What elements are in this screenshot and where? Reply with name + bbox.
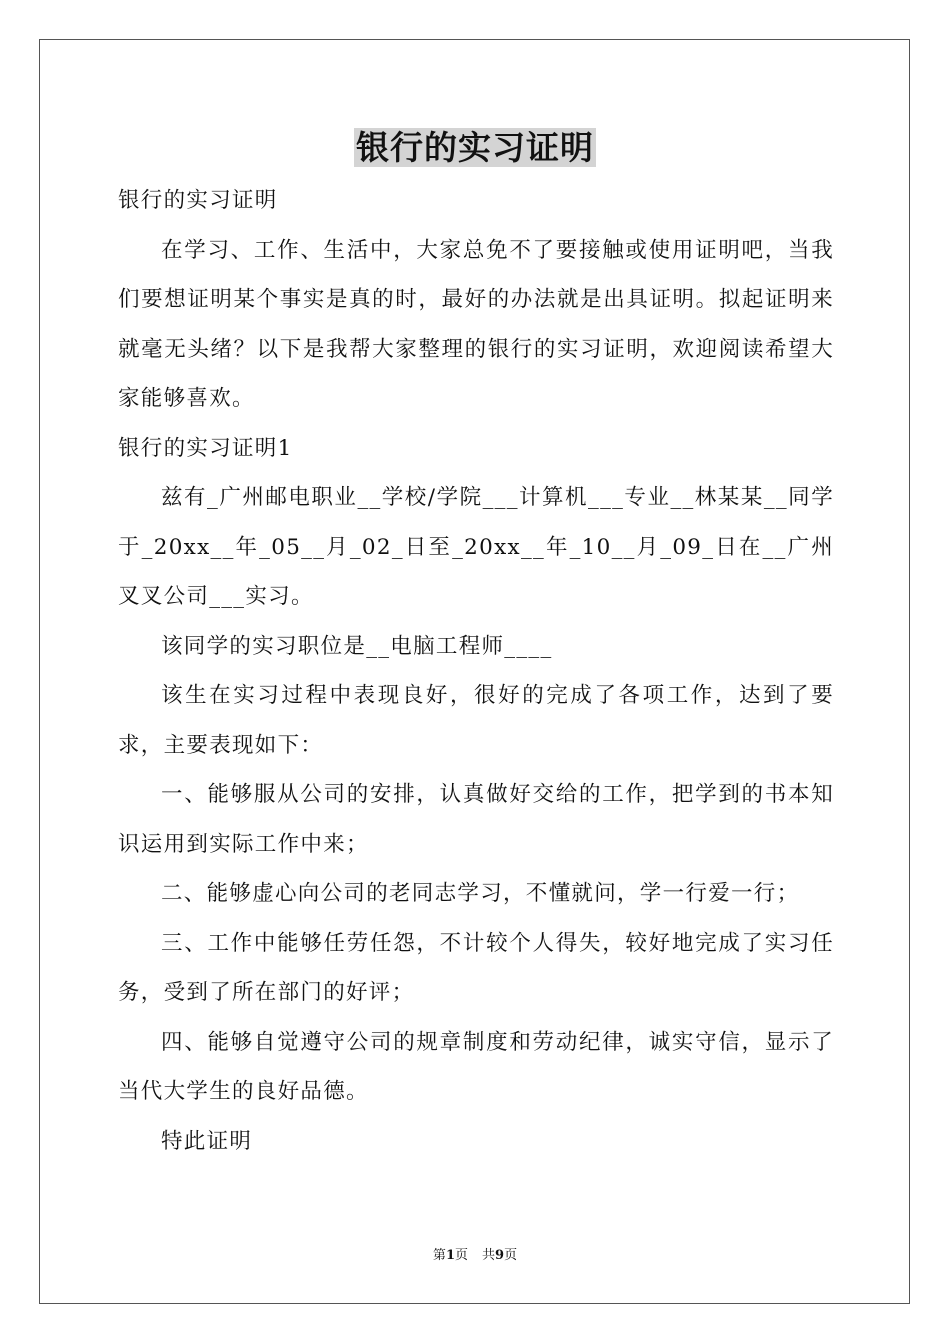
paragraph: 银行的实习证明 [118,188,278,213]
page-number: 1 [445,1248,455,1263]
page-footer [0,1246,950,1266]
paragraph: 二、能够虚心向公司的老同志学习，不懂就问，学一行爱一行； [161,881,800,906]
total-prefix: 共 [482,1248,496,1263]
document-title-text: 银行的实习证明 [356,128,594,167]
paragraph: 特此证明 [161,1128,253,1154]
paragraph: 三、工作中能够任劳任怨，不计较个人得失，较好地完成了实习任务，受到了所在部门的好评； [118,930,834,1005]
page-prefix: 第 [432,1248,446,1263]
paragraph: 该生在实习过程中表现良好，很好的完成了各项工作，达到了要求，主要表现如下： [118,683,834,758]
paragraph: 在学习、工作、生活中，大家总免不了要接触或使用证明吧，当我们要想证明某个事实是真的时，最好的办法就是出具证明。拟起证明来就毫无头绪？以下是我帮大家整理的银行的实习证明，欢迎阅读希望大家能够喜欢。 [118,237,834,411]
page-suffix: 页 [454,1248,468,1263]
document-title [0,124,950,172]
document-body [118,176,834,1166]
total-pages: 9 [495,1248,505,1263]
total-suffix: 页 [504,1248,518,1263]
paragraph: 银行的实习证明1 [118,435,293,461]
paragraph: 兹有_广州邮电职业__学校/学院___计算机___专业__林某某__同学于_20xx__年_05__月_02_日至_20xx__年_10__月_09_日在__广州叉叉公司___实习。 [118,485,834,609]
paragraph: 一、能够服从公司的安排，认真做好交给的工作，把学到的书本知识运用到实际工作中来； [118,782,834,857]
paragraph: 该同学的实习职位是__电脑工程师____ [161,633,553,659]
paragraph: 四、能够自觉遵守公司的规章制度和劳动纪律，诚实守信，显示了当代大学生的良好品德。 [118,1029,834,1104]
